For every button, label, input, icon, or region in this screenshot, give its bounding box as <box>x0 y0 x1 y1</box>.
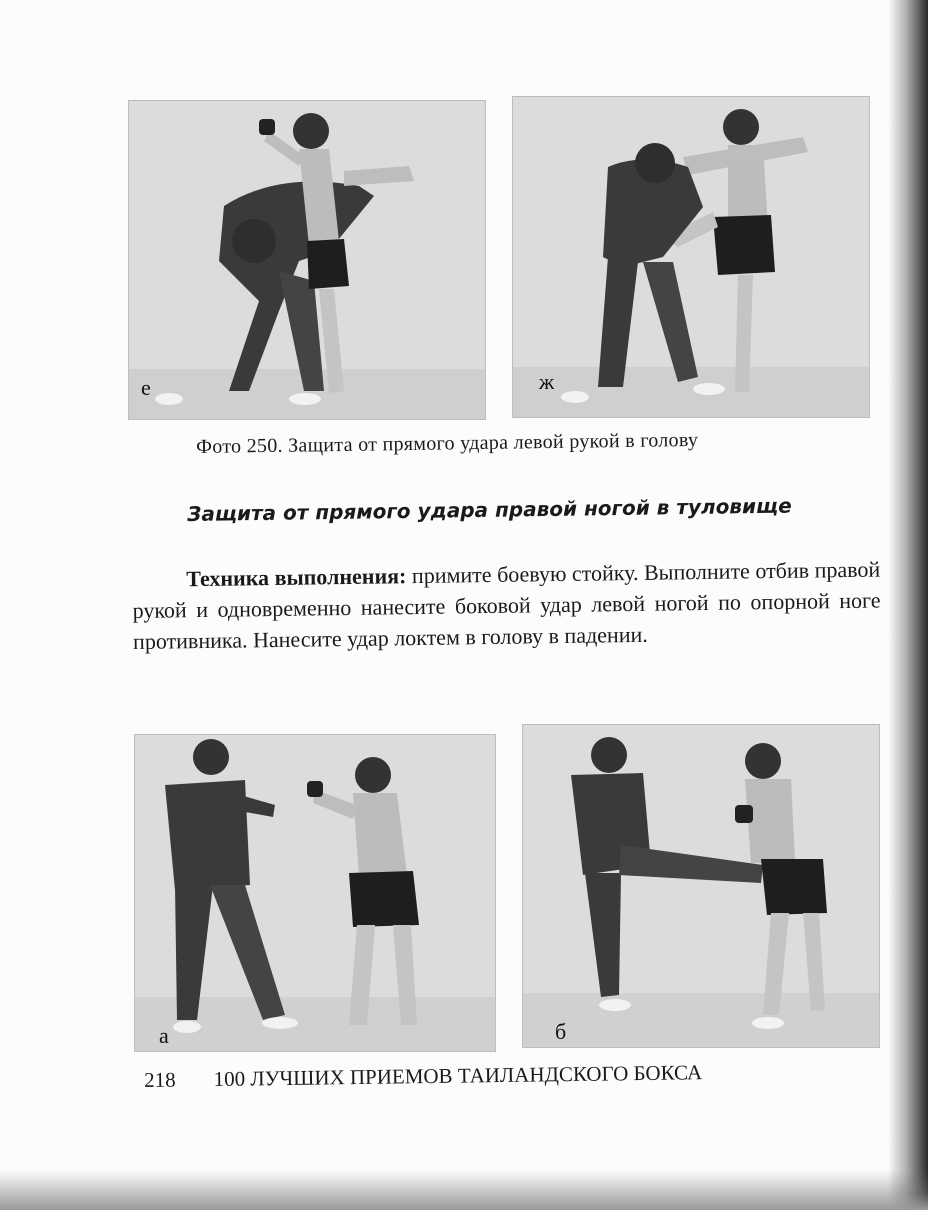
page-number: 218 <box>144 1067 176 1092</box>
photo-e-illustration <box>129 101 485 419</box>
photo-zh <box>512 96 870 418</box>
page-edge-shadow <box>888 0 928 1210</box>
photo-b-illustration <box>523 725 879 1047</box>
technique-text: примите боевую стойку. Выполните отбив правой рукой и одновременно нанесите боковой удар левой ногой по опорной ноге противника. Нанесите удар локтем в голову в падении. <box>132 556 881 654</box>
photo-a-illustration <box>135 735 495 1051</box>
photo-zh-illustration <box>513 97 869 417</box>
photo-label-zh: ж <box>539 369 555 394</box>
page-bottom-shadow <box>0 1170 928 1210</box>
technique-description <box>132 554 881 657</box>
book-title: 100 ЛУЧШИХ ПРИЕМОВ ТАИЛАНДСКОГО БОКСА <box>213 1060 703 1092</box>
photo-caption: Фото 250. Защита от прямого удара левой рукой в голову <box>196 428 699 458</box>
photo-label-a: а <box>159 1023 169 1048</box>
photo-label-b: б <box>555 1019 567 1044</box>
page-footer <box>144 1060 702 1093</box>
photo-label-e: е <box>141 375 151 400</box>
photo-b <box>522 724 880 1048</box>
technique-lead: Техника выполнения: <box>186 563 407 592</box>
photo-e <box>128 100 486 420</box>
section-heading: Защита от прямого удара правой ногой в туловище <box>187 493 792 526</box>
photo-a <box>134 734 496 1052</box>
